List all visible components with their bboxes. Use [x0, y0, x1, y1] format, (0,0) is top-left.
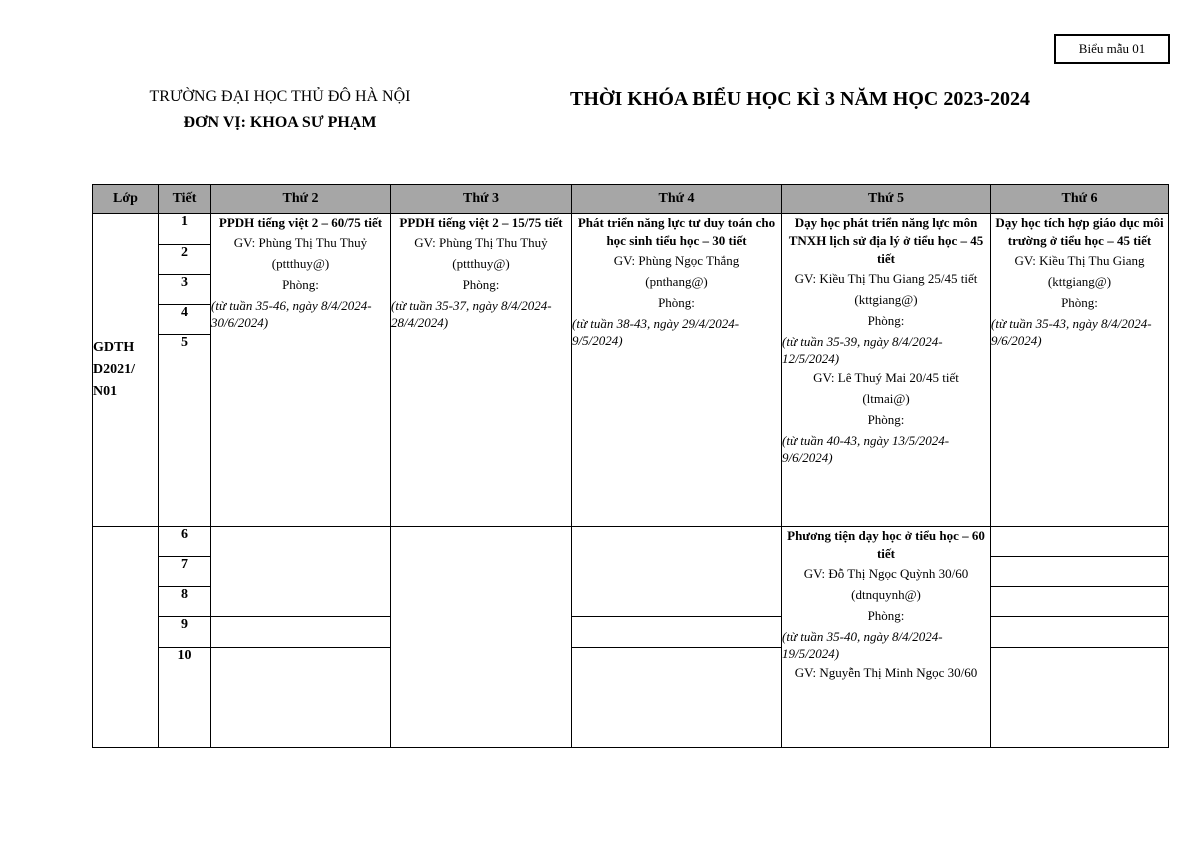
header-period: Tiết	[159, 185, 211, 214]
fri-empty-cell	[991, 587, 1169, 617]
period-number: 2	[159, 245, 211, 275]
form-label: Biểu mẫu 01	[1054, 34, 1170, 64]
room-label: Phòng:	[867, 608, 905, 623]
class-name-line: N01	[93, 384, 118, 399]
subject-title: PPDH tiếng việt 2 – 60/75 tiết	[218, 215, 383, 230]
date-range: (từ tuần 35-39, ngày 8/4/2024-12/5/2024)	[782, 334, 943, 366]
period-number: 8	[159, 587, 211, 617]
teacher-name: GV: Phùng Ngọc Thắng	[613, 253, 740, 268]
class-name-cell	[93, 214, 159, 527]
teacher-email: (pttthuy@)	[271, 256, 330, 271]
teacher-name: GV: Lê Thuý Mai 20/45 tiết	[813, 370, 959, 385]
date-range: (từ tuần 40-43, ngày 13/5/2024-9/6/2024)	[782, 433, 950, 465]
header-thu: Thứ 5	[782, 185, 991, 214]
page-title: THỜI KHÓA BIỂU HỌC KÌ 3 NĂM HỌC 2023-2024	[569, 88, 1031, 110]
timetable	[92, 184, 1169, 748]
teacher-email: (kttgiang@)	[1047, 274, 1112, 289]
date-range: (từ tuần 35-43, ngày 8/4/2024-9/6/2024)	[991, 316, 1152, 348]
period-number: 7	[159, 557, 211, 587]
subject-title: Dạy học tích hợp giáo dục môi trường ở tiểu học – 45 tiết	[995, 215, 1164, 248]
room-label: Phòng:	[867, 313, 905, 328]
period-number: 10	[159, 648, 211, 748]
teacher-name: GV: Phùng Thị Thu Thuỷ	[414, 235, 548, 250]
teacher-name: GV: Kiều Thị Thu Giang 25/45 tiết	[794, 271, 978, 286]
room-label: Phòng:	[867, 412, 905, 427]
fri-empty-cell	[991, 557, 1169, 587]
period-number: 4	[159, 305, 211, 335]
teacher-email: (ltmai@)	[862, 391, 910, 406]
teacher-name: GV: Nguyễn Thị Minh Ngọc 30/60	[794, 665, 978, 680]
mon-empty-cell	[211, 648, 391, 748]
subject-title: Phát triển năng lực tư duy toán cho học sinh tiểu học – 30 tiết	[577, 215, 776, 248]
header-fri: Thứ 6	[991, 185, 1169, 214]
subject-title: Dạy học phát triển năng lực môn TNXH lịch sử địa lý ở tiểu học – 45 tiết	[788, 215, 984, 266]
period-number: 3	[159, 275, 211, 305]
header-wed: Thứ 4	[572, 185, 782, 214]
header-row	[93, 185, 1169, 214]
class-name-line: GDTH	[93, 340, 135, 355]
teacher-name: GV: Kiều Thị Thu Giang	[1014, 253, 1145, 268]
mon-subject-cell	[211, 214, 391, 527]
date-range: (từ tuần 35-40, ngày 8/4/2024-19/5/2024)	[782, 629, 943, 661]
date-range: (từ tuần 35-46, ngày 8/4/2024-30/6/2024)	[211, 298, 372, 330]
header-tue: Thứ 3	[391, 185, 572, 214]
room-label: Phòng:	[462, 277, 500, 292]
period-number: 9	[159, 617, 211, 648]
wed-afternoon-cell	[572, 527, 782, 617]
period-number: 6	[159, 527, 211, 557]
tue-subject-cell	[391, 214, 572, 527]
wed-subject-cell	[572, 214, 782, 527]
fri-subject-cell	[991, 214, 1169, 527]
wed-empty-cell	[572, 617, 782, 648]
teacher-email: (dtnquynh@)	[851, 587, 921, 602]
mon-afternoon-cell	[211, 527, 391, 617]
thu-afternoon-subject-cell	[782, 527, 991, 748]
header-class: Lớp	[93, 185, 159, 214]
teacher-email: (kttgiang@)	[854, 292, 918, 307]
room-label: Phòng:	[658, 295, 695, 310]
teacher-name: GV: Đỗ Thị Ngọc Quỳnh 30/60	[803, 566, 969, 581]
unit-name: ĐƠN VỊ: KHOA SƯ PHẠM	[183, 114, 377, 131]
header-mon: Thứ 2	[211, 185, 391, 214]
school-name: TRƯỜNG ĐẠI HỌC THỦ ĐÔ HÀ NỘI	[149, 88, 411, 105]
date-range: (từ tuần 38-43, ngày 29/4/2024-9/5/2024)	[572, 316, 740, 348]
subject-title: Phương tiện dạy học ở tiểu học – 60 tiết	[787, 528, 985, 561]
teacher-email: (pttthuy@)	[452, 256, 510, 271]
teacher-name: GV: Phùng Thị Thu Thuỷ	[233, 235, 368, 250]
class-cell-afternoon	[93, 527, 159, 748]
tue-afternoon-cell	[391, 527, 572, 748]
teacher-email: (pnthang@)	[645, 274, 708, 289]
room-label: Phòng:	[282, 277, 319, 292]
period-number: 5	[159, 335, 211, 527]
fri-empty-cell	[991, 527, 1169, 557]
fri-empty-cell	[991, 617, 1169, 648]
subject-title: PPDH tiếng việt 2 – 15/75 tiết	[399, 215, 563, 230]
wed-empty-cell	[572, 648, 782, 748]
class-name-line: D2021/	[93, 362, 135, 377]
thu-subject-cell	[782, 214, 991, 527]
mon-empty-cell	[211, 617, 391, 648]
date-range: (từ tuần 35-37, ngày 8/4/2024-28/4/2024)	[391, 298, 552, 330]
room-label: Phòng:	[1061, 295, 1098, 310]
fri-empty-cell	[991, 648, 1169, 748]
period-number: 1	[159, 214, 211, 245]
